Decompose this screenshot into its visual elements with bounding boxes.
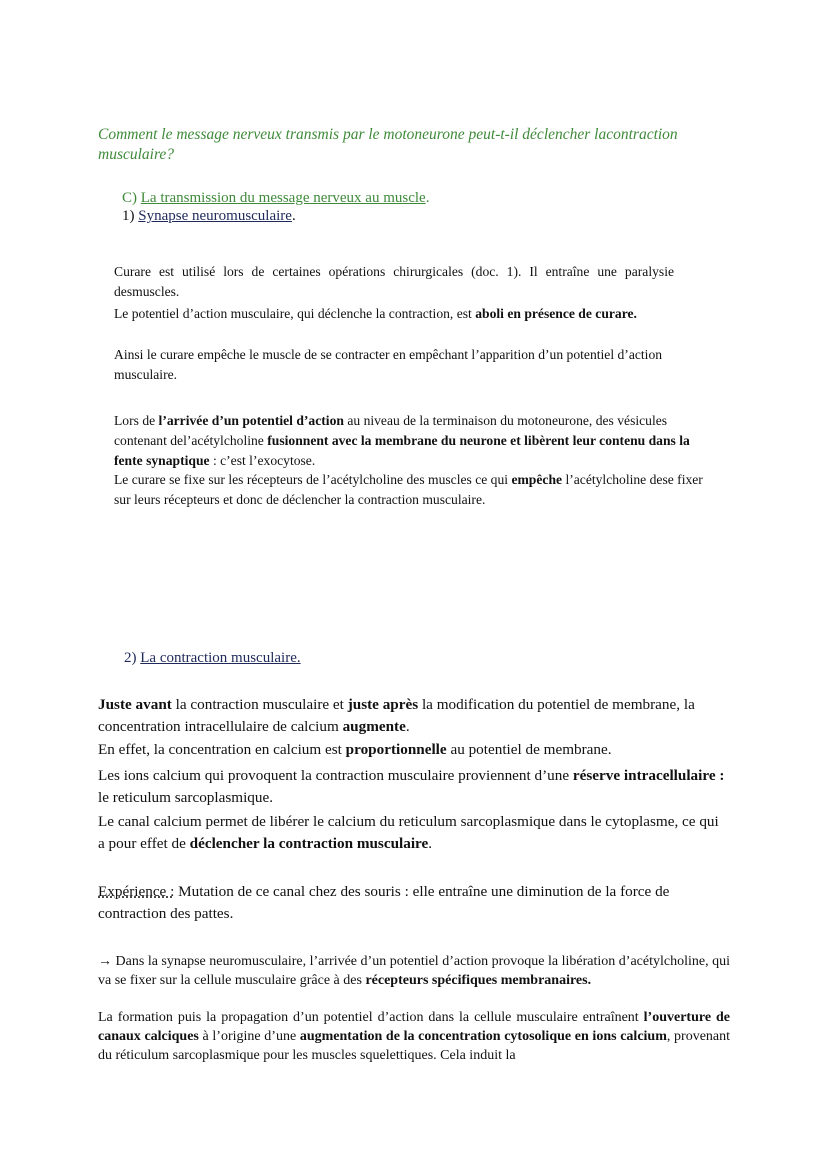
section-c-heading: C) La transmission du message nerveux au muscle.: [122, 190, 430, 206]
calcium-increase-paragraph: Juste avant la contraction musculaire et juste après la modification du potentiel de membrane, la concentration intracellulaire de calcium augmente.: [98, 696, 695, 735]
calcium-proportional-paragraph: En effet, la concentration en calcium est proportionnelle au potentiel de membrane.: [98, 741, 612, 758]
curare-paragraph: Curare est utilisé lors de certaines opérations chirurgicales (doc. 1). Il entraîne une paralysie desmuscles.: [114, 264, 674, 299]
conclusion-synapse-paragraph: → Dans la synapse neuromusculaire, l’arrivée d’un potentiel d’action provoque la libération d’acétylcholine, qui va se fixer sur la cellule musculaire grâce à des récepteurs spécifiques membranaires.: [98, 954, 730, 988]
curare-receptor-paragraph: Le curare se fixe sur les récepteurs de l’acétylcholine des muscles ce qui empêche l’acétylcholine dese fixer sur leurs récepteurs et donc de déclencher la contraction musculaire.: [114, 472, 703, 507]
section-1-heading: 1) Synapse neuromusculaire.: [122, 208, 296, 224]
guiding-question: Comment le message nerveux transmis par le motoneurone peut-t-il déclencher lacontraction musculaire?: [98, 126, 678, 163]
potential-abolished-paragraph: Le potentiel d’action musculaire, qui déclenche la contraction, est aboli en présence de curare.: [114, 306, 637, 321]
calcium-channel-paragraph: Le canal calcium permet de libérer le calcium du reticulum sarcoplasmique dans le cytoplasme, ce qui a pour effet de déclencher la contraction musculaire.: [98, 813, 719, 852]
conclusion-calcium-paragraph: La formation puis la propagation d’un potentiel d’action dans la cellule musculaire entraînent l’ouverture de canaux calciques à l’origine d’une augmentation de la concentration cytosolique en ions calcium, provenant du réticulum sarcoplasmique pour les muscles squelettiques. Cela induit la: [98, 1010, 731, 1063]
calcium-reserve-paragraph: Les ions calcium qui provoquent la contraction musculaire proviennent d’une réserve intracellulaire : le reticulum sarcoplasmique.: [98, 767, 725, 806]
exocytosis-paragraph: Lors de l’arrivée d’un potentiel d’action au niveau de la terminaison du motoneurone, des vésicules contenant del’acétylcholine fusionnent avec la membrane du neurone et libèrent leur contenu dans la fente synaptique : c’est l’exocytose.: [114, 413, 690, 468]
experience-paragraph: Expérience : Mutation de ce canal chez des souris : elle entraîne une diminution de la force de contraction des pattes.: [98, 883, 670, 922]
section-2-heading: 2) La contraction musculaire.: [124, 650, 301, 666]
curare-effect-paragraph: Ainsi le curare empêche le muscle de se contracter en empêchant l’apparition d’un potentiel d’action musculaire.: [114, 347, 663, 382]
